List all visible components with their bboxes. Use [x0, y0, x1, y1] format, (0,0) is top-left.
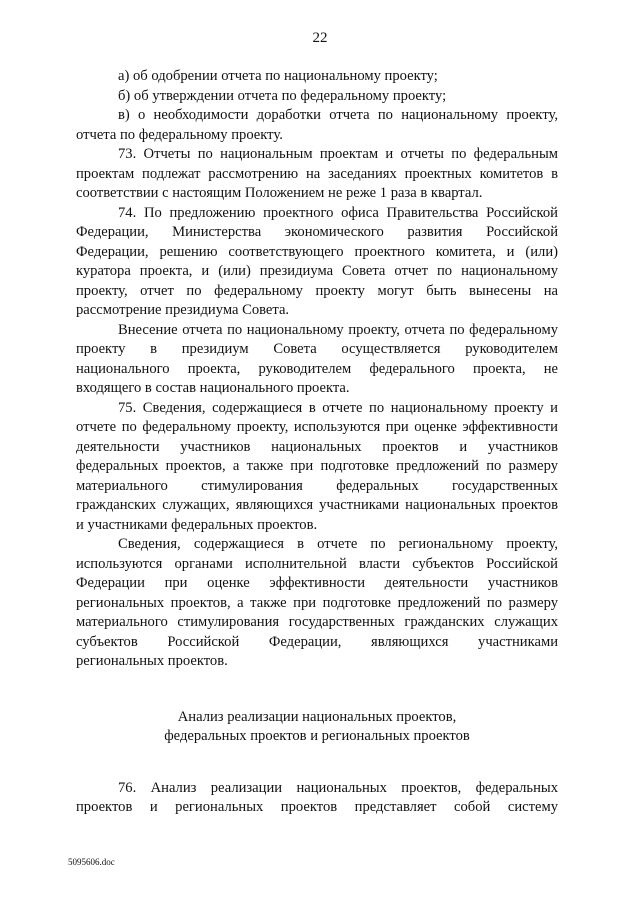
- text-line: национального проекта, руководителем федерального проекта, не: [76, 360, 558, 377]
- page-number: 22: [312, 30, 328, 46]
- text-line: а) об одобрении отчета по национальному проекту;: [118, 68, 438, 84]
- text-line: 73. Отчеты по национальным проектам и отчеты по федеральным: [118, 146, 558, 162]
- text-line: 75. Сведения, содержащиеся в отчете по национальному проекту и: [118, 399, 558, 416]
- paragraph: [76, 399, 558, 536]
- text-line: федеральных проектов и региональных проектов: [164, 728, 470, 744]
- text-line: гражданских служащих, являющихся участниками национальных проектов: [76, 497, 558, 513]
- paragraph: [76, 87, 558, 107]
- text-line: материального стимулирования федеральных государственных: [76, 477, 558, 494]
- text-line: отчета по федеральному проекту.: [76, 126, 283, 143]
- text-line: отчете по федеральному проекту, используются при оценке эффективности: [76, 419, 558, 435]
- text-line: региональных проектов, а также при подготовке предложений по размеру: [76, 594, 558, 611]
- paragraph: [76, 321, 558, 399]
- text-line: входящего в состав национального проекта.: [76, 380, 350, 396]
- paragraph: [76, 535, 558, 672]
- text-line: Федерации, решению соответствующего проектного комитета, и (или): [76, 243, 558, 260]
- paragraph: [76, 145, 558, 204]
- section-heading: [76, 708, 558, 747]
- file-name-footer: 5095606.doc: [68, 857, 115, 867]
- text-line: соответствии с настоящим Положением не реже 1 раза в квартал.: [76, 185, 483, 201]
- text-line: и участниками федеральных проектов.: [76, 516, 318, 533]
- text-line: используются органами исполнительной власти субъектов Российской: [76, 555, 558, 572]
- text-line: 76. Анализ реализации национальных проектов, федеральных: [118, 779, 558, 796]
- text-line: рассмотрение президиума Совета.: [76, 302, 290, 318]
- text-line: проекту в президиум Совета осуществляется руководителем: [76, 341, 558, 357]
- text-line: проектов и региональных проектов представляет собой систему: [76, 799, 558, 815]
- paragraph: [76, 204, 558, 321]
- text-line: субъектов Российской Федерации, являющихся участниками: [76, 633, 558, 650]
- text-line: Федерации, Министерства экономического развития Российской: [76, 224, 558, 240]
- text-line: Анализ реализации национальных проектов,: [177, 708, 457, 725]
- paragraph: [76, 779, 558, 818]
- text-line: Сведения, содержащиеся в отчете по региональному проекту,: [118, 536, 558, 552]
- text-line: Внесение отчета по национальному проекту, отчета по федеральному: [118, 321, 558, 338]
- text-line: 74. По предложению проектного офиса Правительства Российской: [118, 204, 558, 221]
- text-line: проекту, отчет по федеральному проекту могут быть вынесены на: [76, 282, 558, 299]
- text-line: Федерации при оценке эффективности деятельности участников: [76, 575, 558, 591]
- paragraph: [76, 67, 558, 87]
- text-line: региональных проектов.: [76, 653, 228, 669]
- document-body: [76, 67, 558, 818]
- text-line: куратора проекта, и (или) президиума Совета отчет по национальному: [76, 263, 558, 279]
- paragraph: [76, 106, 558, 145]
- text-line: проектам подлежат рассмотрению на заседаниях проектных комитетов в: [76, 165, 558, 182]
- text-line: деятельности участников национальных проектов и участников: [76, 438, 558, 455]
- text-line: в) о необходимости доработки отчета по национальному проекту,: [118, 107, 558, 123]
- text-line: федеральных проектов, а также при подготовке предложений по размеру: [76, 458, 558, 474]
- text-line: б) об утверждении отчета по федеральному проекту;: [118, 87, 447, 104]
- text-line: материального стимулирования государственных гражданских служащих: [76, 614, 558, 630]
